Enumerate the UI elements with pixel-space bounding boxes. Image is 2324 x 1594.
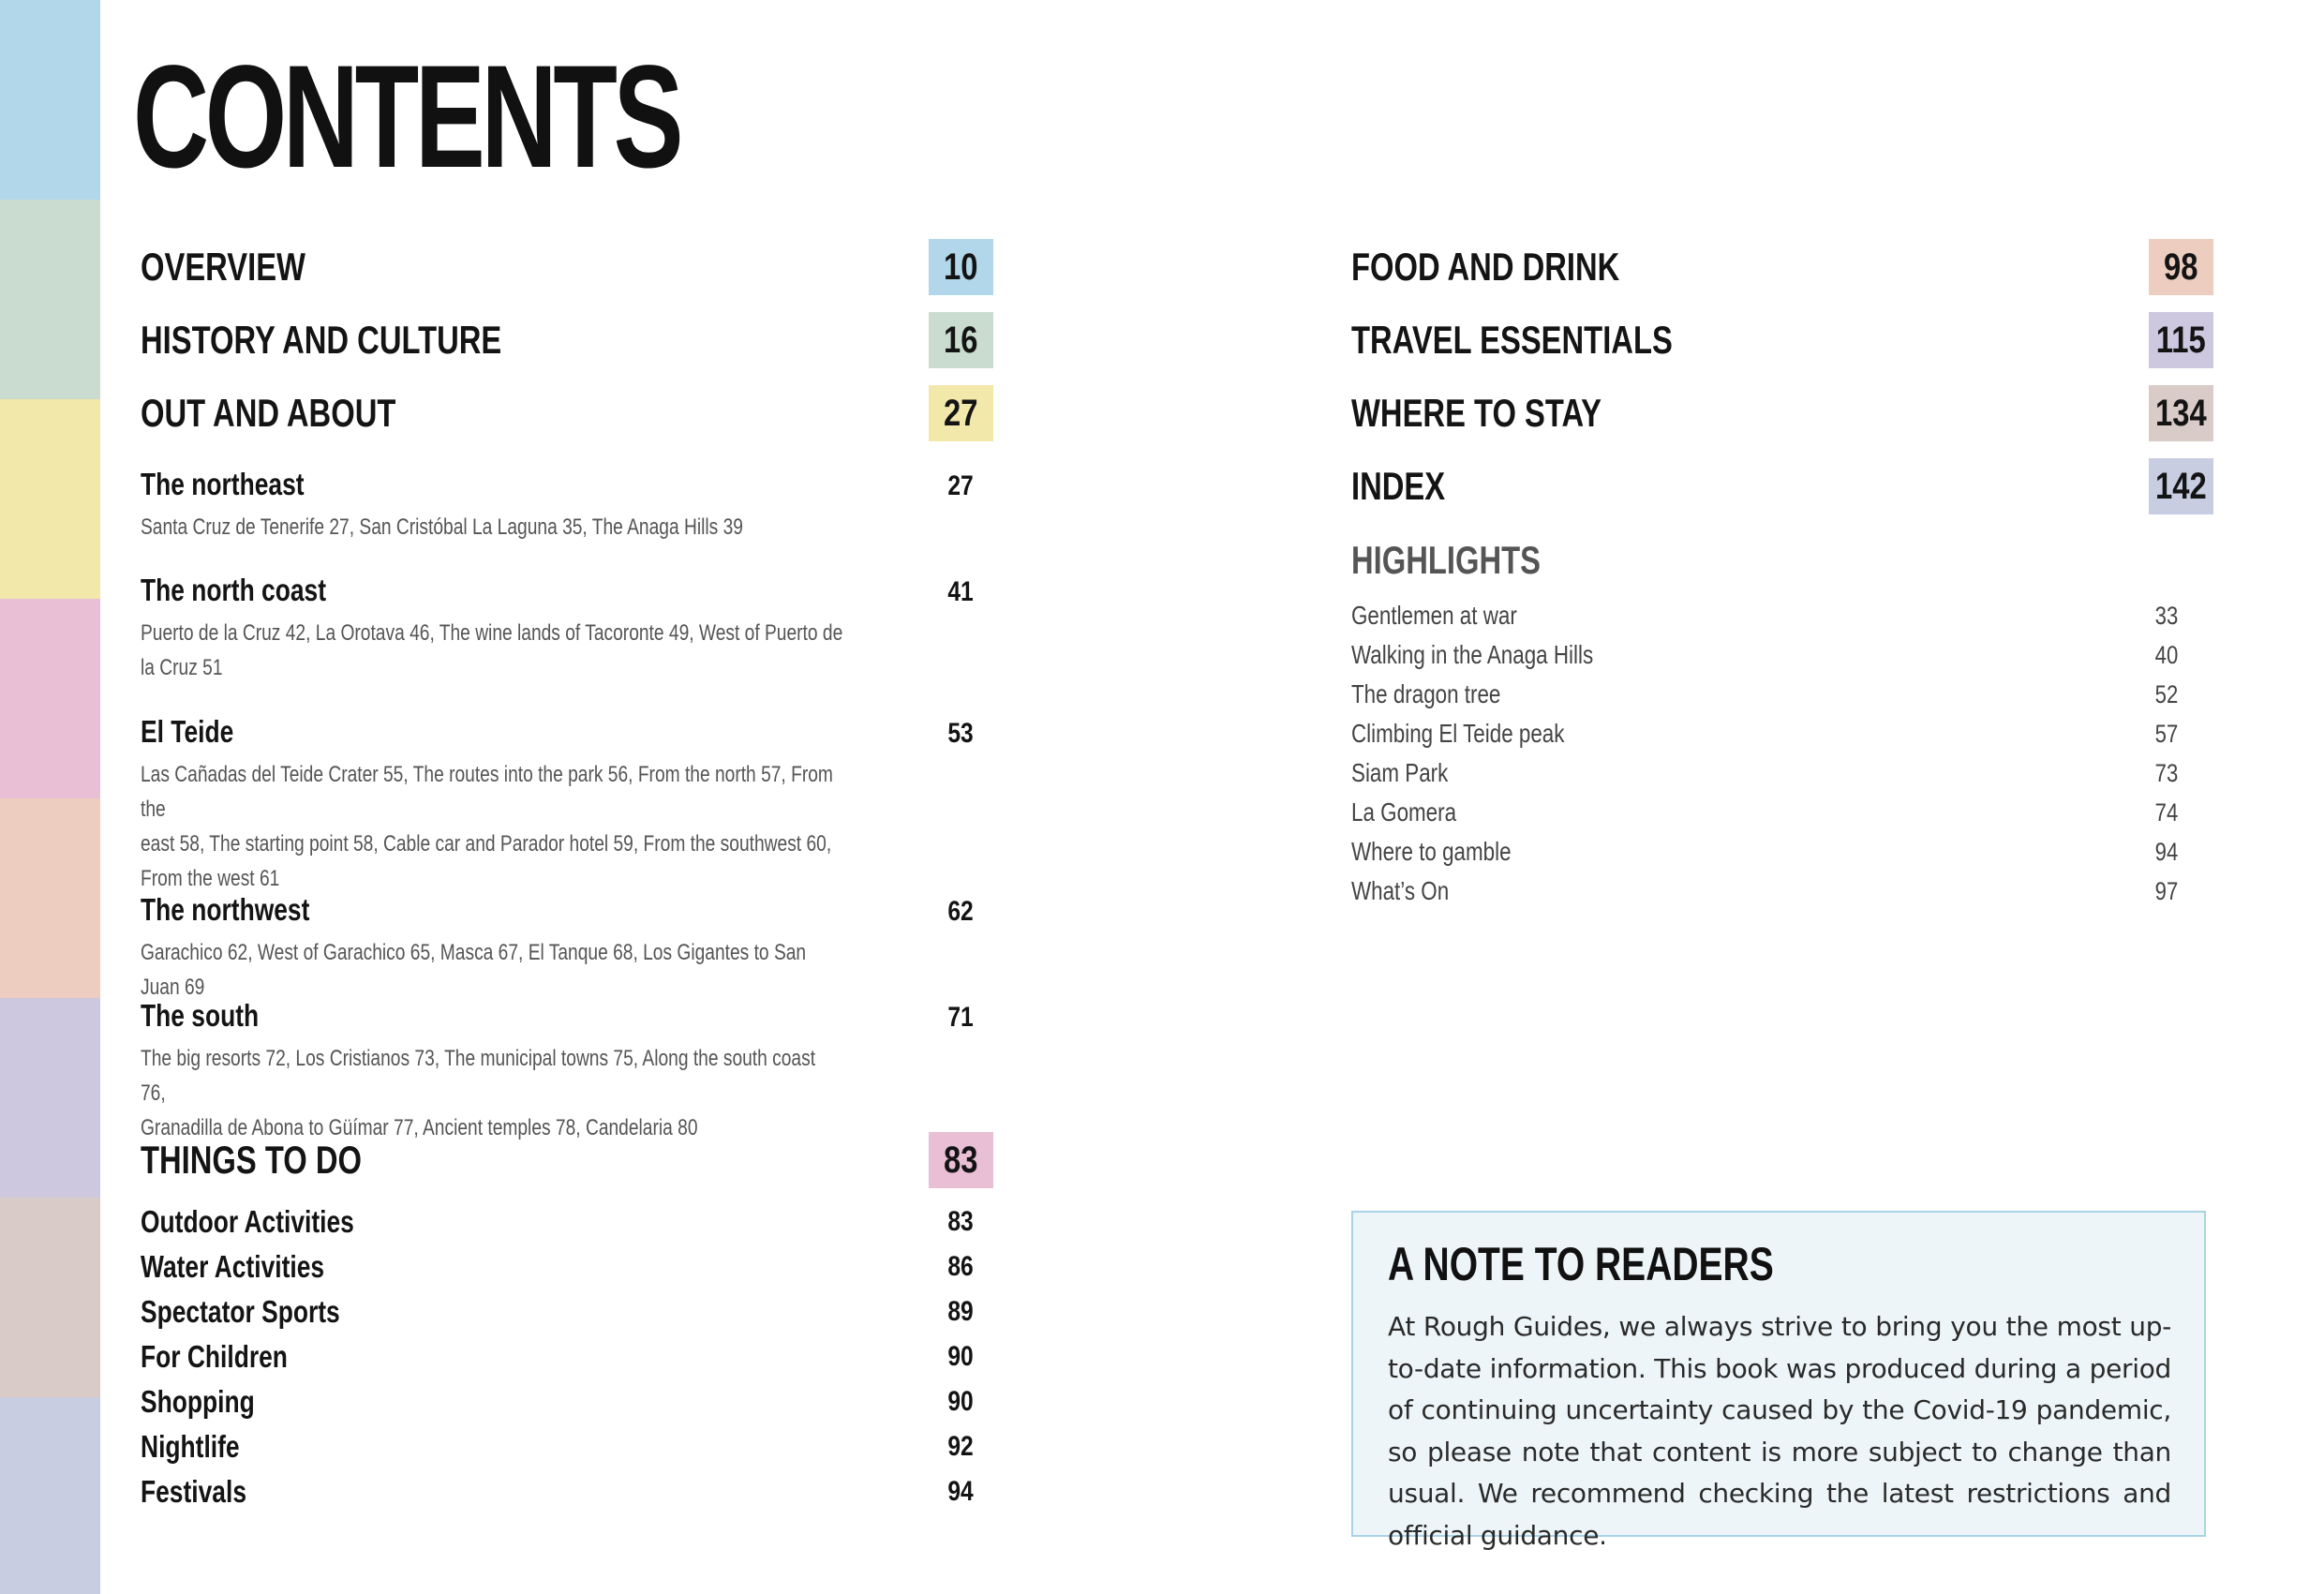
section-label: OVERVIEW — [141, 245, 305, 289]
item-label: Spectator Sports — [141, 1294, 340, 1329]
section-page: 83 — [944, 1139, 978, 1181]
section-label: TRAVEL ESSENTIALS — [1351, 318, 1673, 362]
highlight-item[interactable] — [1351, 832, 2195, 871]
color-tab-strip — [0, 0, 100, 1594]
item-page: 90 — [947, 1341, 974, 1372]
toc-section-overview[interactable] — [141, 239, 993, 295]
section-page-box — [929, 385, 993, 441]
section-page: 142 — [2155, 465, 2207, 507]
toc-section-travel-essentials[interactable] — [1351, 312, 2213, 368]
region-page: 27 — [947, 470, 974, 501]
note-title: A NOTE TO READERS — [1388, 1238, 1774, 1290]
highlight-item[interactable] — [1351, 753, 2195, 793]
highlight-page: 52 — [2154, 679, 2179, 708]
section-label: THINGS TO DO — [141, 1138, 363, 1182]
item-label: For Children — [141, 1339, 288, 1374]
color-tab — [0, 599, 100, 798]
highlight-label: Where to gamble — [1351, 837, 1512, 866]
region-page: 53 — [947, 718, 974, 749]
toc-section-out-and-about[interactable] — [141, 385, 993, 441]
section-page: 10 — [944, 246, 978, 288]
highlight-page: 57 — [2154, 719, 2179, 748]
item-page: 83 — [947, 1206, 974, 1237]
toc-item-water-activities[interactable] — [141, 1246, 993, 1288]
highlight-item[interactable] — [1351, 871, 2195, 911]
highlight-page: 74 — [2154, 797, 2179, 827]
section-page-box — [2149, 312, 2213, 368]
toc-section-history-and-culture[interactable] — [141, 312, 993, 368]
highlight-page: 40 — [2154, 640, 2179, 669]
page-title: CONTENTS — [133, 36, 680, 199]
color-tab — [0, 798, 100, 998]
toc-section-where-to-stay[interactable] — [1351, 385, 2213, 441]
color-tab — [0, 1198, 100, 1397]
region-page: 62 — [947, 896, 974, 927]
region-description: The big resorts 72, Los Cristianos 73, The municipal towns 75, Along the south coast 76, Granadilla de Abona to Güímar 77, Ancient temples 78, Candelaria 80 — [141, 1046, 816, 1140]
toc-item-festivals[interactable] — [141, 1471, 993, 1512]
highlight-label: Gentlemen at war — [1351, 601, 1517, 630]
highlight-label: Siam Park — [1351, 758, 1449, 787]
color-tab — [0, 1397, 100, 1594]
section-page: 16 — [944, 319, 978, 361]
highlights-heading: HIGHLIGHTS — [1351, 538, 1542, 582]
highlight-item[interactable] — [1351, 635, 2195, 675]
toc-region-northwest[interactable] — [141, 892, 993, 1005]
item-label: Nightlife — [141, 1429, 240, 1464]
toc-region-northeast[interactable] — [141, 467, 993, 544]
section-page-box — [2149, 239, 2213, 295]
item-label: Shopping — [141, 1384, 255, 1419]
section-page: 134 — [2155, 392, 2207, 434]
region-description: Santa Cruz de Tenerife 27, San Cristóbal La Laguna 35, The Anaga Hills 39 — [141, 514, 743, 540]
region-page: 41 — [947, 576, 974, 607]
toc-item-spectator-sports[interactable] — [141, 1291, 993, 1333]
section-label: FOOD AND DRINK — [1351, 245, 1620, 289]
note-body: At Rough Guides, we always strive to bring you the most up-to-date information. This book was produced during a period of continuing uncertainty caused by the Covid-19 pandemic, so please note that content is more subject to change than usual. We recommend checking the latest restrictions and official guidance. — [1388, 1311, 2171, 1551]
highlight-label: La Gomera — [1351, 797, 1457, 827]
toc-region-south[interactable] — [141, 998, 993, 1145]
toc-item-outdoor-activities[interactable] — [141, 1201, 993, 1243]
item-label: Water Activities — [141, 1249, 325, 1284]
toc-section-food-and-drink[interactable] — [1351, 239, 2213, 295]
toc-item-nightlife[interactable] — [141, 1426, 993, 1467]
color-tab — [0, 0, 100, 200]
highlight-page: 94 — [2154, 837, 2179, 866]
note-to-readers-box — [1351, 1211, 2206, 1551]
highlight-label: Walking in the Anaga Hills — [1351, 640, 1594, 669]
section-page: 115 — [2156, 319, 2206, 361]
color-tab — [0, 399, 100, 599]
item-label: Outdoor Activities — [141, 1204, 354, 1239]
toc-region-el-teide[interactable] — [141, 714, 993, 896]
toc-region-north-coast[interactable] — [141, 573, 993, 685]
section-page-box — [929, 1132, 993, 1188]
toc-section-index[interactable] — [1351, 458, 2213, 514]
region-title: El Teide — [141, 714, 234, 749]
region-title: The northeast — [141, 467, 305, 501]
item-label: Festivals — [141, 1474, 246, 1509]
region-description: Garachico 62, West of Garachico 65, Masca 67, El Tanque 68, Los Gigantes to San Juan 69 — [141, 940, 807, 1000]
toc-item-for-children[interactable] — [141, 1336, 993, 1378]
region-page: 71 — [947, 1002, 974, 1033]
highlight-page: 33 — [2154, 601, 2179, 630]
item-page: 94 — [947, 1476, 974, 1507]
section-label: WHERE TO STAY — [1351, 391, 1601, 435]
highlight-item[interactable] — [1351, 793, 2195, 832]
item-page: 86 — [947, 1251, 974, 1282]
section-label: OUT AND ABOUT — [141, 391, 396, 435]
color-tab — [0, 998, 100, 1198]
item-page: 89 — [947, 1296, 974, 1327]
highlight-label: The dragon tree — [1351, 679, 1501, 708]
region-title: The northwest — [141, 892, 310, 927]
section-page-box — [2149, 458, 2213, 514]
highlight-page: 97 — [2154, 876, 2179, 905]
toc-section-things-to-do[interactable] — [141, 1132, 993, 1188]
highlight-item[interactable] — [1351, 596, 2195, 635]
color-tab — [0, 200, 100, 399]
section-page-box — [929, 312, 993, 368]
item-page: 92 — [947, 1431, 974, 1462]
section-page: 98 — [2164, 246, 2198, 288]
highlight-label: Climbing El Teide peak — [1351, 719, 1565, 748]
region-description: Puerto de la Cruz 42, La Orotava 46, The wine lands of Tacoronte 49, West of Puerto de la Cruz 51 — [141, 620, 843, 680]
region-title: The south — [141, 998, 260, 1033]
highlight-label: What’s On — [1351, 876, 1450, 905]
region-description: Las Cañadas del Teide Crater 55, The routes into the park 56, From the north 57, From the east 58, The starting point 58, Cable car and Parador hotel 59, From the southwest 60, From the west 61 — [141, 762, 833, 891]
highlight-item[interactable] — [1351, 675, 2195, 714]
section-page-box — [2149, 385, 2213, 441]
item-page: 90 — [947, 1386, 974, 1417]
section-label: HISTORY AND CULTURE — [141, 318, 502, 362]
section-label: INDEX — [1351, 464, 1446, 508]
section-page-box — [929, 239, 993, 295]
toc-item-shopping[interactable] — [141, 1381, 993, 1423]
highlight-item[interactable] — [1351, 714, 2195, 753]
section-page: 27 — [944, 392, 978, 434]
highlight-page: 73 — [2154, 758, 2179, 787]
region-title: The north coast — [141, 573, 327, 607]
